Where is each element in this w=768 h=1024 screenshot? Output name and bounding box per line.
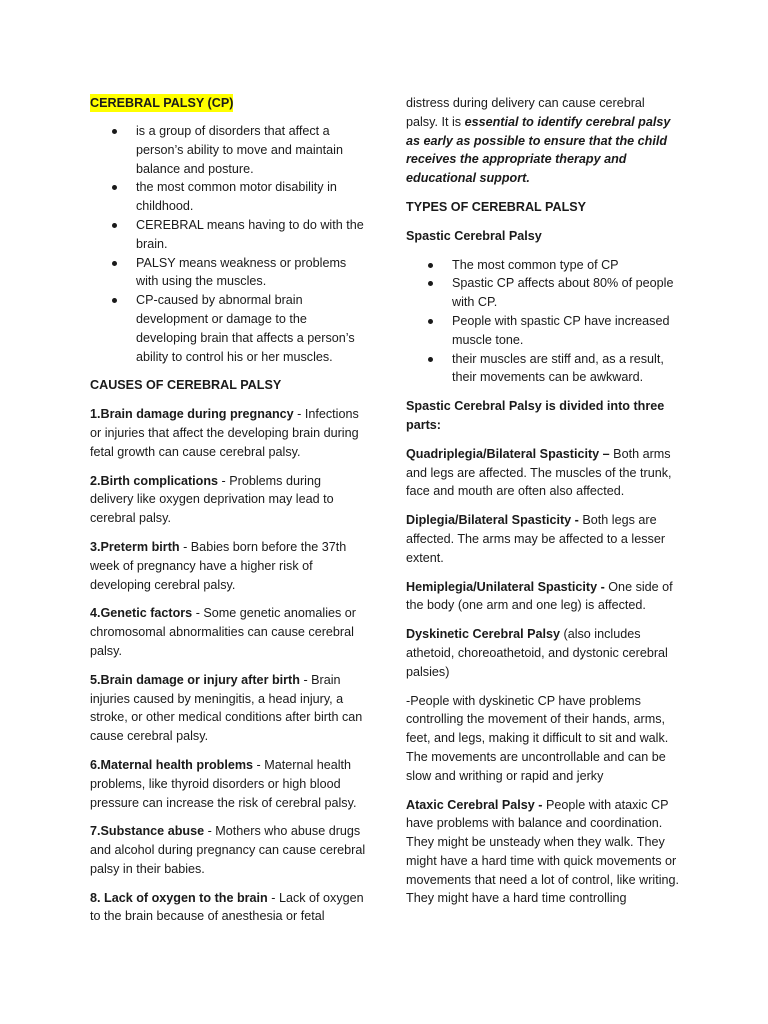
spastic-list <box>406 256 680 388</box>
right-column <box>406 94 680 918</box>
cause-item: 2.Birth complications - Problems during delivery like oxygen deprivation may lead to cerebral palsy. <box>90 473 334 526</box>
dyskinetic-detail: -People with dyskinetic CP have problems controlling the movement of their hands, arms, feet, and legs, making it difficult to sit and walk. The movements are uncontrollable and can be slow and writhing or rapid and jerky <box>406 693 669 783</box>
cause-item: 3.Preterm birth - Babies born before the 37th week of pregnancy have a higher risk of developing cerebral palsy. <box>90 539 347 592</box>
bullet-icon <box>112 185 117 190</box>
list-item: The most common type of CP <box>406 256 680 275</box>
document-title: CEREBRAL PALSY (CP) <box>90 96 234 110</box>
cause-item: 4.Genetic factors - Some genetic anomalies or chromosomal abnormalities can cause cerebral palsy. <box>90 606 357 658</box>
ataxic-paragraph: Ataxic Cerebral Palsy - People with ataxic CP have problems with balance and coordination. They might be unsteady when they walk. They might have a hard time with quick movements or movements that need a lot of control, like writing. They might have a hard time controlling <box>406 797 679 906</box>
cause-item: 7.Substance abuse - Mothers who abuse drugs and alcohol during pregnancy can cause cerebral palsy in their babies. <box>90 824 366 876</box>
bullet-icon <box>428 263 433 268</box>
list-item: is a group of disorders that affect a person’s ability to move and maintain balance and posture. <box>90 122 366 178</box>
spastic-part: Hemiplegia/Unilateral Spasticity - One side of the body (one arm and one leg) is affected. <box>406 579 673 613</box>
cause-item: 8. Lack of oxygen to the brain - Lack of oxygen to the brain because of anesthesia or fetal <box>90 890 364 924</box>
emphasis-text: essential to identify cerebral palsy as early as possible to ensure that the child receives the appropriate therapy and educational support. <box>406 114 671 186</box>
list-item: People with spastic CP have increased muscle tone. <box>406 312 680 350</box>
list-item: PALSY means weakness or problems with using the muscles. <box>90 254 366 292</box>
list-item: Spastic CP affects about 80% of people with CP. <box>406 274 680 312</box>
list-item: their muscles are stiff and, as a result, their movements can be awkward. <box>406 350 680 388</box>
dyskinetic-paragraph: Dyskinetic Cerebral Palsy (also includes athetoid, choreoathetoid, and dystonic cerebral palsies) <box>406 627 668 679</box>
types-heading: TYPES OF CEREBRAL PALSY <box>406 199 587 214</box>
spastic-part: Diplegia/Bilateral Spasticity - Both legs are affected. The arms may be affected to a lesser extent. <box>406 513 666 565</box>
spastic-part: Quadriplegia/Bilateral Spasticity – Both arms and legs are affected. The muscles of the trunk, face and mouth are often also affected. <box>406 446 672 499</box>
cause-item: 6.Maternal health problems - Maternal health problems, like thyroid disorders or high blood pressure can increase the risk of cerebral palsy. <box>90 757 357 810</box>
definition-list <box>90 122 366 366</box>
continuation-paragraph: distress during delivery can cause cerebral palsy. It is essential to identify cerebral palsy as early as possible to ensure that the child receives the appropriate therapy and educational support. <box>406 96 671 186</box>
spastic-division-heading: Spastic Cerebral Palsy is divided into three parts: <box>406 399 665 432</box>
causes-heading: CAUSES OF CEREBRAL PALSY <box>90 378 282 393</box>
bullet-icon <box>112 298 117 303</box>
bullet-icon <box>112 223 117 228</box>
bullet-icon <box>112 261 117 266</box>
list-item: the most common motor disability in childhood. <box>90 178 366 216</box>
list-item: CP-caused by abnormal brain development or damage to the developing brain that affects a person’s ability to control his or her muscles. <box>90 291 366 366</box>
bullet-icon <box>112 129 117 134</box>
bullet-icon <box>428 319 433 324</box>
left-column <box>90 94 366 936</box>
cause-item: 1.Brain damage during pregnancy - Infections or injuries that affect the developing brain during fetal growth can cause cerebral palsy. <box>90 407 359 459</box>
bullet-icon <box>428 281 433 286</box>
bullet-icon <box>428 357 433 362</box>
spastic-heading: Spastic Cerebral Palsy <box>406 228 542 243</box>
cause-item: 5.Brain damage or injury after birth - Brain injuries caused by meningitis, a head injury, a stroke, or other medical conditions after birth can cause cerebral palsy. <box>90 672 363 744</box>
list-item: CEREBRAL means having to do with the brain. <box>90 216 366 254</box>
